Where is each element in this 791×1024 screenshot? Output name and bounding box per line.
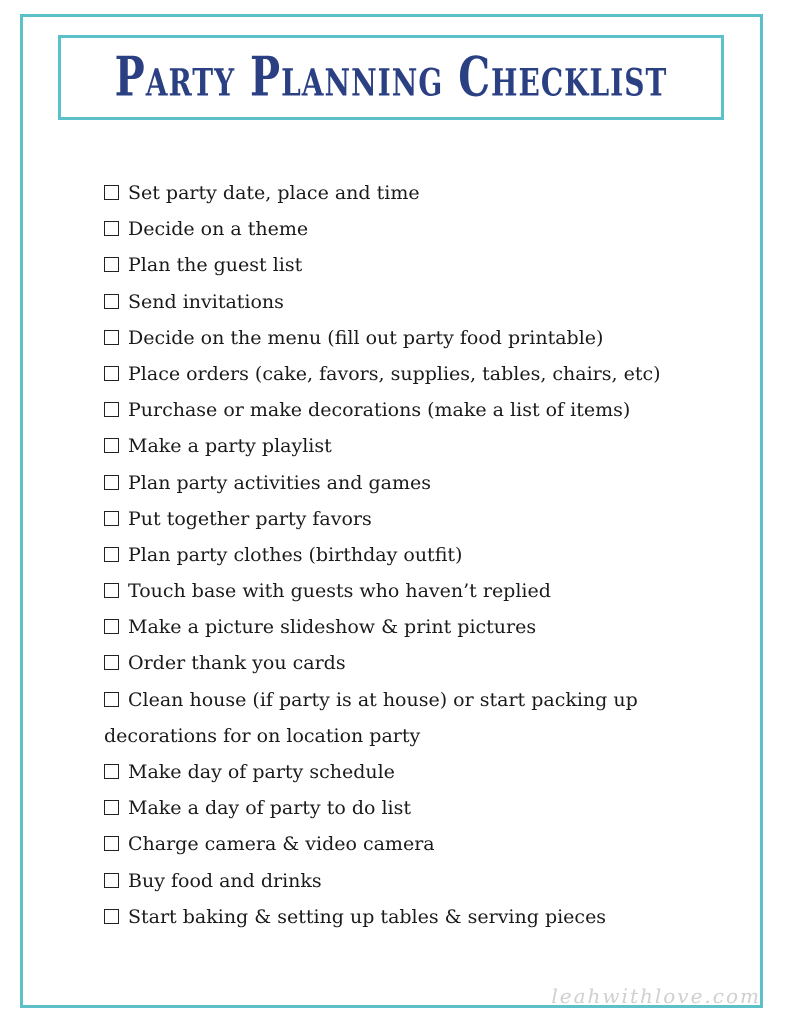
checkbox[interactable] bbox=[104, 330, 119, 345]
checklist-item-label: Plan party clothes (birthday outfit) bbox=[128, 543, 463, 566]
checklist-item bbox=[104, 465, 714, 501]
checklist-item bbox=[104, 320, 714, 356]
checklist-item bbox=[104, 175, 714, 211]
checklist-item-label: Start baking & setting up tables & serving pieces bbox=[128, 905, 607, 928]
checklist-item-label: Set party date, place and time bbox=[128, 182, 420, 204]
checklist-item bbox=[104, 682, 714, 718]
checklist-item-label: Decide on the menu (fill out party food printable) bbox=[128, 326, 604, 349]
checkbox[interactable] bbox=[104, 547, 119, 562]
checkbox[interactable] bbox=[104, 836, 119, 851]
checklist-item-label: Place orders (cake, favors, supplies, tables, chairs, etc) bbox=[128, 362, 661, 385]
checklist-item-label: Touch base with guests who haven’t replied bbox=[128, 580, 551, 603]
checkbox[interactable] bbox=[104, 221, 119, 236]
checklist-item bbox=[104, 863, 714, 899]
checklist-item bbox=[104, 537, 714, 573]
checkbox[interactable] bbox=[104, 402, 119, 417]
checklist-item-label: Plan the guest list bbox=[128, 254, 303, 277]
checklist-item-label: Plan party activities and games bbox=[128, 471, 431, 494]
title-box bbox=[58, 35, 724, 120]
checklist-item bbox=[104, 754, 714, 790]
checklist-item-label: Charge camera & video camera bbox=[128, 833, 435, 856]
checklist-item-label: Purchase or make decorations (make a list of items) bbox=[128, 399, 631, 422]
checkbox[interactable] bbox=[104, 873, 119, 888]
checklist-item-label: decorations for on location party bbox=[104, 724, 421, 747]
watermark: leahwithlove.com bbox=[551, 984, 761, 1008]
checklist-item bbox=[104, 247, 714, 283]
checkbox[interactable] bbox=[104, 619, 119, 634]
checklist-item-label: Send invitations bbox=[128, 290, 284, 313]
checklist-item bbox=[104, 645, 714, 681]
checkbox[interactable] bbox=[104, 511, 119, 526]
checklist-item bbox=[104, 356, 714, 392]
checkbox[interactable] bbox=[104, 692, 119, 707]
checkbox[interactable] bbox=[104, 294, 119, 309]
checklist-item bbox=[104, 428, 714, 464]
checkbox[interactable] bbox=[104, 475, 119, 490]
checklist-item-label: Clean house (if party is at house) or start packing up bbox=[128, 688, 638, 711]
checklist bbox=[104, 175, 714, 935]
checklist-item-label: Make day of party schedule bbox=[128, 761, 395, 783]
checklist-item bbox=[104, 790, 714, 826]
checkbox[interactable] bbox=[104, 909, 119, 924]
checklist-item bbox=[104, 826, 714, 862]
checklist-item bbox=[104, 211, 714, 247]
checkbox[interactable] bbox=[104, 366, 119, 381]
checklist-item-label: Make a party playlist bbox=[128, 435, 332, 458]
checklist-item bbox=[104, 284, 714, 320]
checkbox[interactable] bbox=[104, 438, 119, 453]
checklist-item bbox=[104, 392, 714, 428]
checklist-item bbox=[104, 609, 714, 645]
checklist-item-continuation bbox=[104, 718, 714, 754]
checkbox[interactable] bbox=[104, 800, 119, 815]
checklist-item-label: Make a day of party to do list bbox=[128, 797, 411, 820]
checklist-item-label: Decide on a theme bbox=[128, 218, 309, 241]
checkbox[interactable] bbox=[104, 185, 119, 200]
checklist-item bbox=[104, 899, 714, 935]
checkbox[interactable] bbox=[104, 257, 119, 272]
page-title: Party Planning Checklist bbox=[114, 45, 668, 110]
checklist-item-label: Order thank you cards bbox=[128, 652, 346, 675]
checklist-item-label: Put together party favors bbox=[128, 507, 372, 530]
checklist-item-label: Make a picture slideshow & print pictures bbox=[128, 616, 537, 639]
checklist-item bbox=[104, 573, 714, 609]
checklist-item bbox=[104, 501, 714, 537]
checklist-item-label: Buy food and drinks bbox=[128, 869, 322, 892]
checkbox[interactable] bbox=[104, 655, 119, 670]
checkbox[interactable] bbox=[104, 583, 119, 598]
checkbox[interactable] bbox=[104, 764, 119, 779]
